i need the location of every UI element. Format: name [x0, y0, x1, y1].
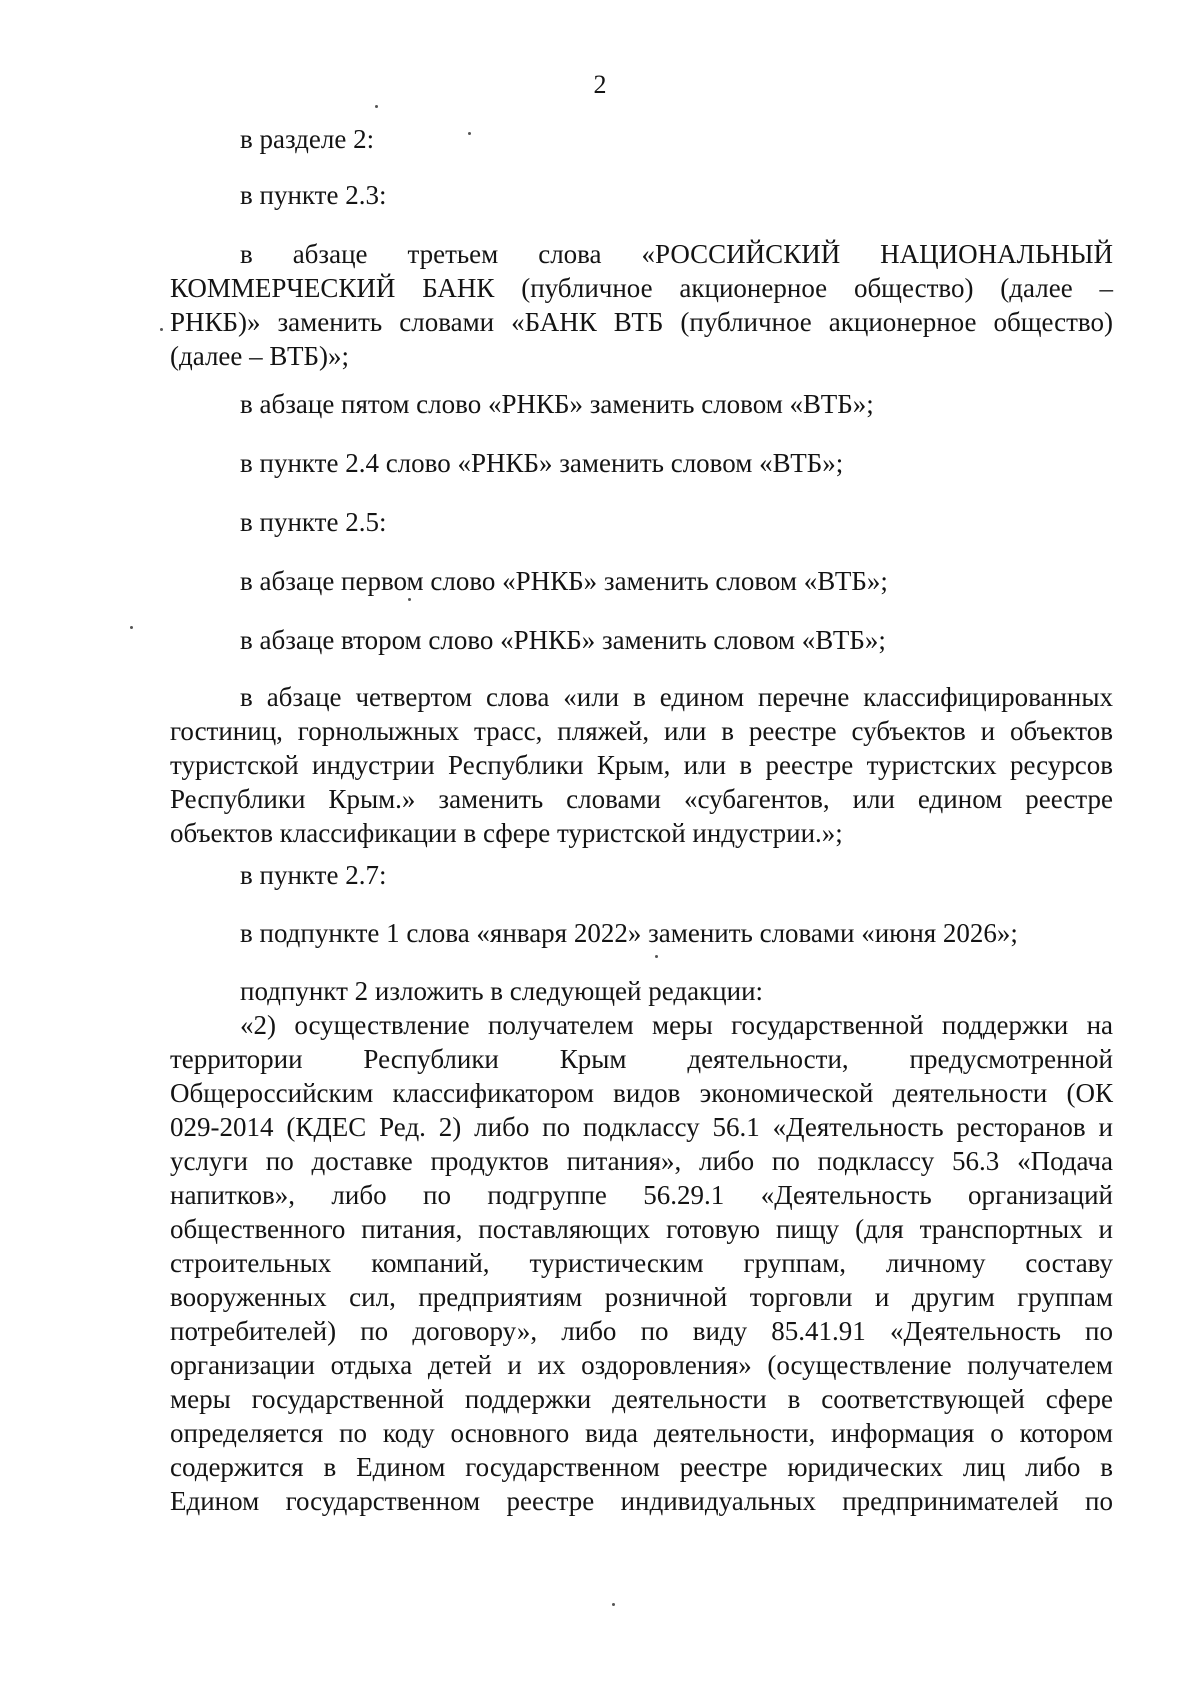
paragraph-line: в абзаце четвертом слова «или в едином перечне классифицированных: [240, 682, 1113, 712]
paragraph-line: «2) осуществление получателем меры государственной поддержки на: [240, 1010, 1113, 1040]
paragraph-line: определяется по коду основного вида деятельности, информация о котором: [170, 1418, 1113, 1448]
paragraph-line: (далее – ВТБ)»;: [170, 341, 350, 371]
paragraph-line: вооруженных сил, предприятиям розничной торговли и другим группам: [170, 1282, 1113, 1312]
text-line-abzac-2: в абзаце втором слово «РНКБ» заменить словом «ВТБ»;: [240, 625, 886, 655]
paragraph-subitem-2-text: [170, 1008, 1113, 1518]
paragraph-line: Общероссийским классификатором видов экономической деятельности (ОК: [170, 1078, 1113, 1108]
scan-speck: [160, 328, 163, 331]
paragraph-line: потребителей) по договору», либо по виду 85.41.91 «Деятельность по: [170, 1316, 1113, 1346]
page-number: 2: [593, 70, 607, 99]
scan-speck: [468, 132, 471, 135]
paragraph-line: Едином государственном реестре индивидуальных предпринимателей по: [170, 1486, 1113, 1516]
text-line-item-2-4: в пункте 2.4 слово «РНКБ» заменить словом «ВТБ»;: [240, 448, 844, 478]
text-line-abzac-1: в абзаце первом слово «РНКБ» заменить словом «ВТБ»;: [240, 566, 888, 596]
text-line-item-2-3: в пункте 2.3:: [240, 180, 387, 210]
paragraph-line: общественного питания, поставляющих готовую пищу (для транспортных и: [170, 1214, 1113, 1244]
paragraph-bank-rename: [170, 237, 1113, 373]
paragraph-line: организации отдыха детей и их оздоровления» (осуществление получателем: [170, 1350, 1113, 1380]
paragraph-line: 029-2014 (КДЕС Ред. 2) либо по подклассу 56.1 «Деятельность ресторанов и: [170, 1112, 1113, 1142]
paragraph-line: туристской индустрии Республики Крым, или в реестре туристских ресурсов: [170, 750, 1113, 780]
paragraph-line: содержится в Едином государственном реестре юридических лиц либо в: [170, 1452, 1113, 1482]
text-line-subitem-2: подпункт 2 изложить в следующей редакции:: [240, 976, 764, 1006]
text-line-item-2-7: в пункте 2.7:: [240, 860, 387, 890]
paragraph-line: Республики Крым.» заменить словами «субагентов, или едином реестре: [170, 784, 1113, 814]
paragraph-line: объектов классификации в сфере туристской индустрии.»;: [170, 818, 843, 848]
text-line-subitem-1: в подпункте 1 слова «января 2022» заменить словами «июня 2026»;: [240, 918, 1018, 948]
scan-speck: [655, 955, 658, 958]
scan-speck: [130, 626, 133, 629]
text-line-section-2: в разделе 2:: [240, 124, 375, 154]
paragraph-line: меры государственной поддержки деятельности в соответствующей сфере: [170, 1384, 1113, 1414]
text-line-abzac-5: в абзаце пятом слово «РНКБ» заменить словом «ВТБ»;: [240, 389, 874, 419]
scan-speck: [408, 598, 411, 601]
paragraph-abzac-4: [170, 680, 1113, 850]
paragraph-line: КОММЕРЧЕСКИЙ БАНК (публичное акционерное общество) (далее –: [170, 273, 1113, 303]
paragraph-line: РНКБ)» заменить словами «БАНК ВТБ (публичное акционерное общество): [170, 307, 1113, 337]
scan-speck: [612, 1603, 615, 1606]
paragraph-line: услуги по доставке продуктов питания», либо по подклассу 56.3 «Подача: [170, 1146, 1113, 1176]
paragraph-line: строительных компаний, туристическим группам, личному составу: [170, 1248, 1113, 1278]
text-line-item-2-5: в пункте 2.5:: [240, 507, 387, 537]
paragraph-line: напитков», либо по подгруппе 56.29.1 «Деятельность организаций: [170, 1180, 1113, 1210]
paragraph-line: гостиниц, горнолыжных трасс, пляжей, или в реестре субъектов и объектов: [170, 716, 1113, 746]
scan-speck: [375, 105, 378, 108]
paragraph-line: территории Республики Крым деятельности, предусмотренной: [170, 1044, 1113, 1074]
paragraph-line: в абзаце третьем слова «РОССИЙСКИЙ НАЦИОНАЛЬНЫЙ: [240, 239, 1113, 269]
